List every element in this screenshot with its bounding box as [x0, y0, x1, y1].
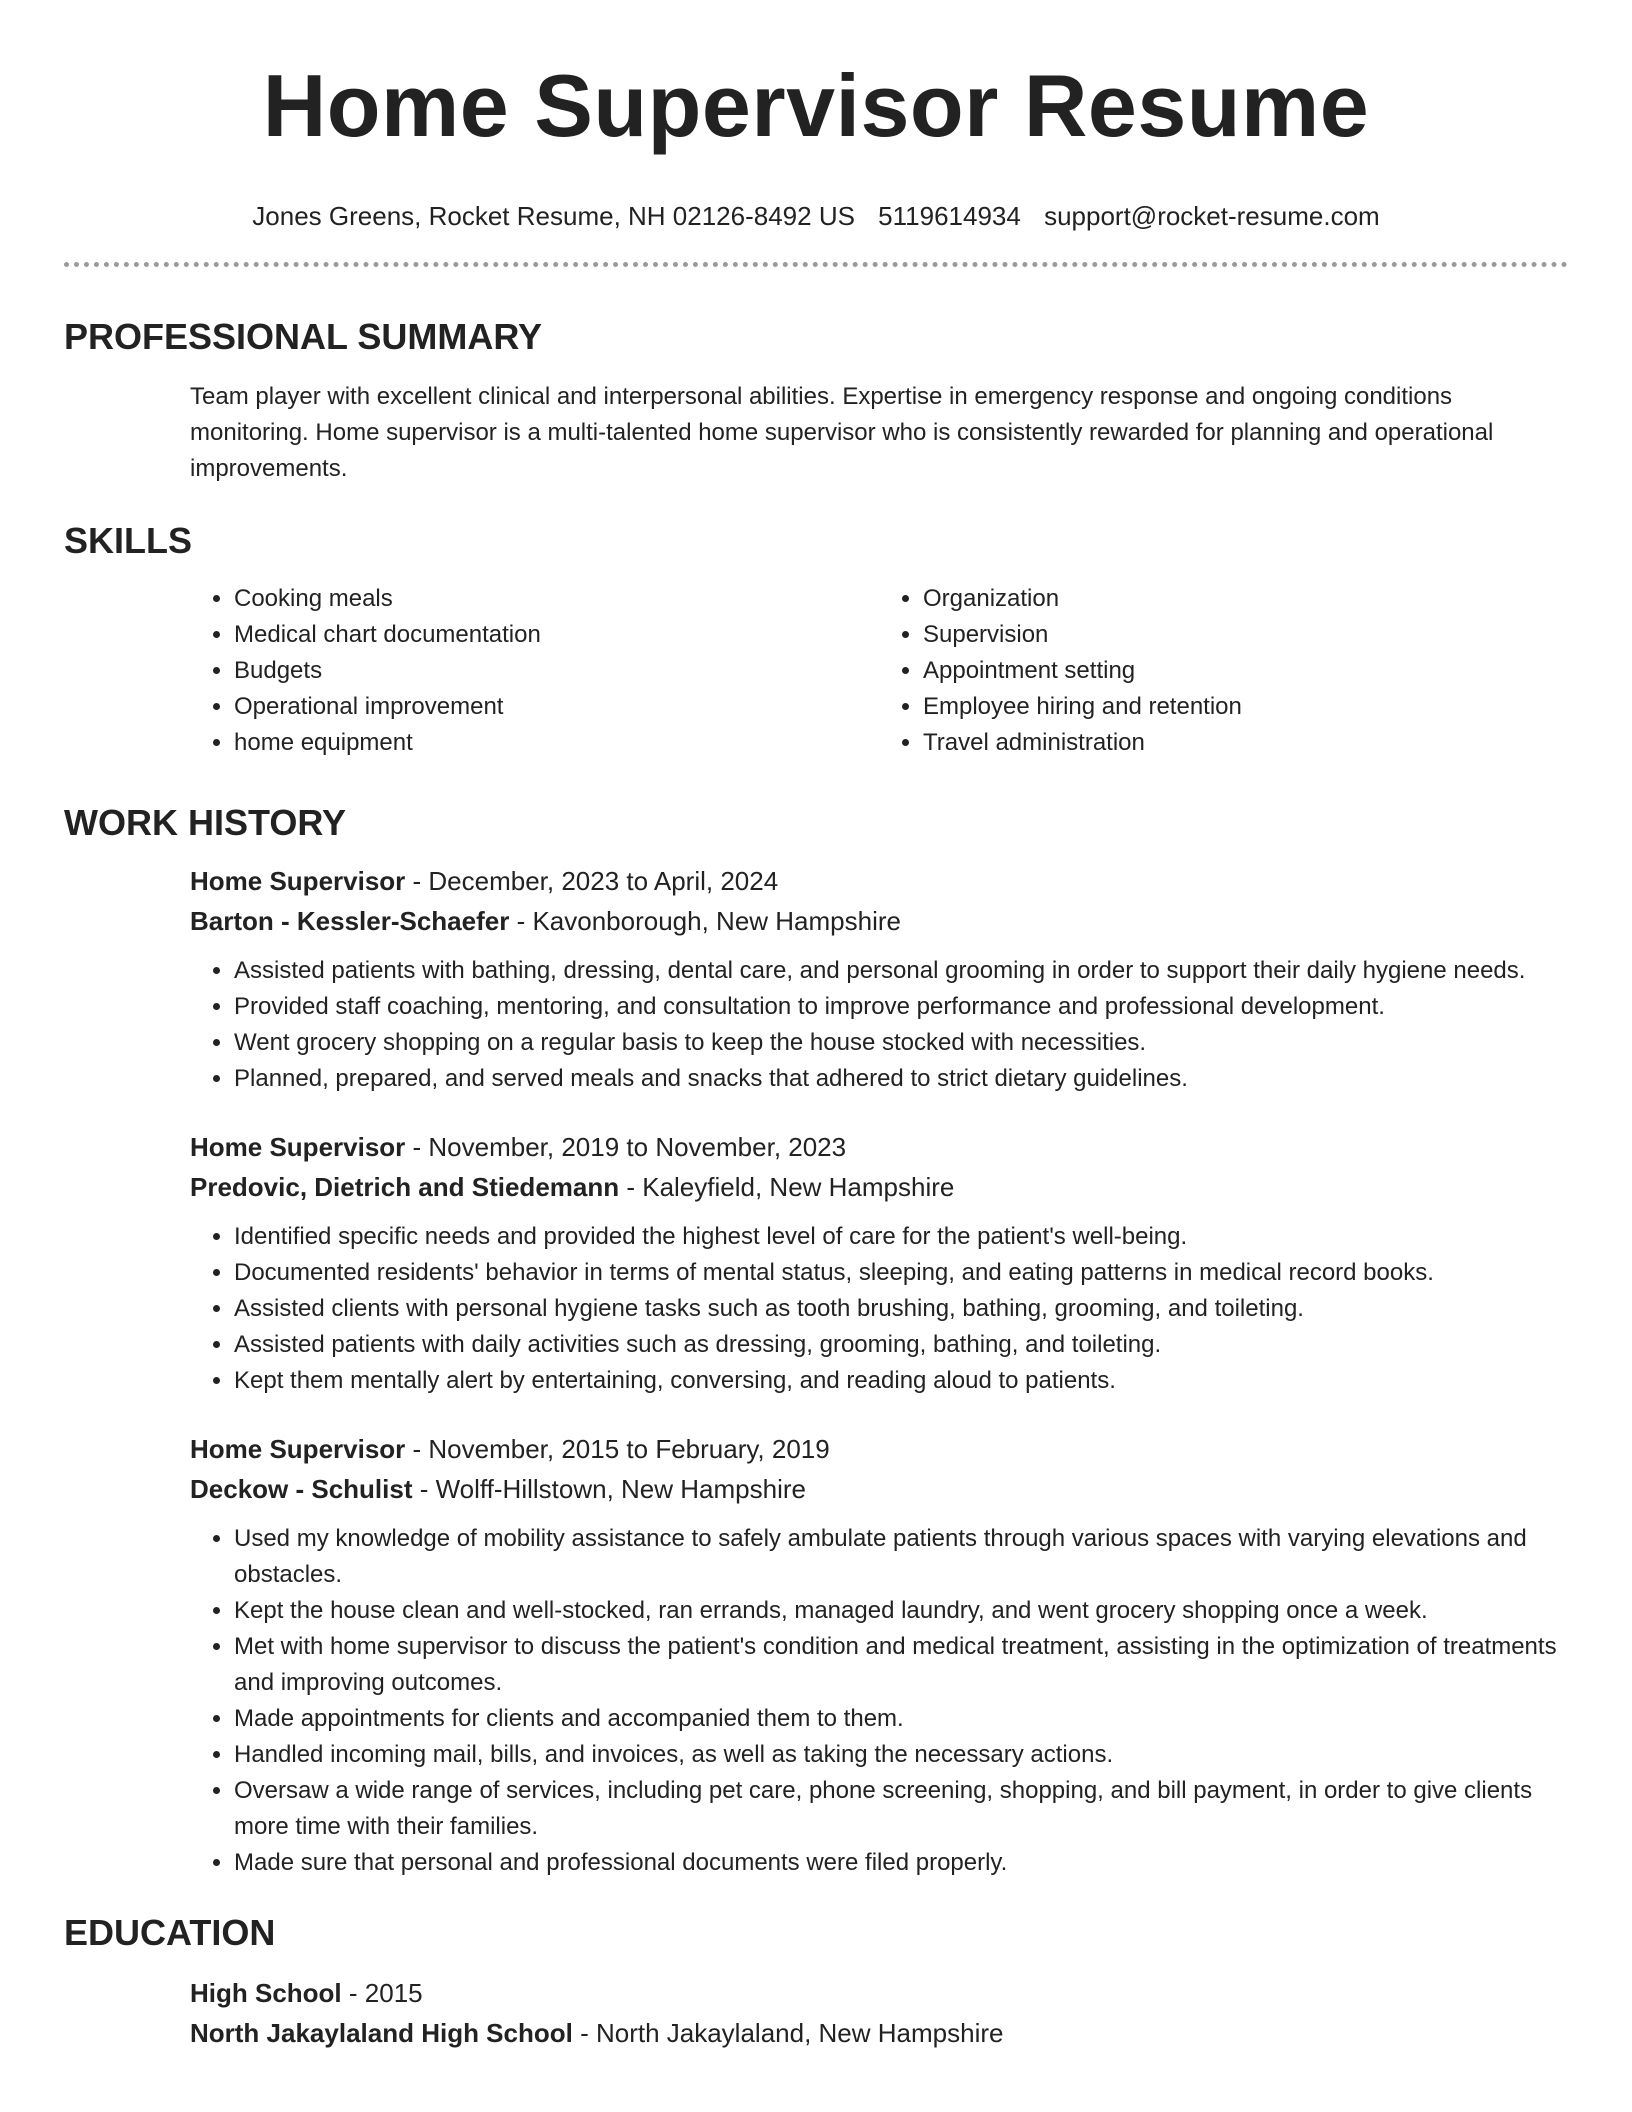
job-bullet: • Oversaw a wide range of services, including pet care, phone screening, shopping, and bill payment, in order to give clients more time with their families. — [234, 1773, 1568, 1845]
skill-item: • Employee hiring and retention — [923, 689, 1568, 725]
job-company: Predovic, Dietrich and Stiedemann — [190, 1172, 620, 1202]
education-degree: High School — [190, 1978, 342, 2008]
job-bullet: • Handled incoming mail, bills, and invoices, as well as taking the necessary actions. — [234, 1737, 1568, 1773]
skill-item: • Medical chart documentation — [234, 617, 879, 653]
section-heading-skills: SKILLS — [64, 520, 193, 561]
job-location: - Wolff-Hillstown, New Hampshire — [412, 1474, 806, 1504]
job-bullet: • Identified specific needs and provided the highest level of care for the patient's well-being. — [234, 1219, 1568, 1255]
education-location: - North Jakaylaland, New Hampshire — [572, 2018, 1004, 2048]
job-title-line — [190, 1127, 1568, 1167]
job-company: Deckow - Schulist — [190, 1474, 413, 1504]
job-bullet: • Went grocery shopping on a regular basis to keep the house stocked with necessities. — [234, 1025, 1568, 1061]
skill-item: • Supervision — [923, 617, 1568, 653]
job-bullets — [190, 1219, 1568, 1399]
education-school-line — [190, 2013, 1568, 2053]
skill-item: • home equipment — [234, 725, 879, 761]
job-bullet: • Assisted clients with personal hygiene tasks such as tooth brushing, bathing, grooming, and toileting. — [234, 1291, 1568, 1327]
job-bullet: • Planned, prepared, and served meals and snacks that adhered to strict dietary guidelines. — [234, 1061, 1568, 1097]
job-title-line — [190, 861, 1568, 901]
job-dates: - December, 2023 to April, 2024 — [405, 866, 779, 896]
job-title: Home Supervisor — [190, 1132, 406, 1162]
job-company-line — [190, 1469, 1568, 1509]
job-dates: - November, 2019 to November, 2023 — [405, 1132, 847, 1162]
job-bullet: • Met with home supervisor to discuss the patient's condition and medical treatment, assisting in the optimization of treatments and improving outcomes. — [234, 1629, 1568, 1701]
work-history-section — [64, 801, 1568, 1881]
job-bullet: • Kept the house clean and well-stocked, ran errands, managed laundry, and went grocery shopping once a week. — [234, 1593, 1568, 1629]
job-location: - Kavonborough, New Hampshire — [509, 906, 901, 936]
section-heading-education: EDUCATION — [64, 1912, 276, 1953]
education-section — [64, 1911, 1568, 2053]
professional-summary-section — [64, 315, 1568, 487]
skill-item: • Appointment setting — [923, 653, 1568, 689]
header-divider — [64, 262, 1568, 267]
skill-item: • Budgets — [234, 653, 879, 689]
job-location: - Kaleyfield, New Hampshire — [619, 1172, 955, 1202]
job-bullet: • Assisted patients with bathing, dressing, dental care, and personal grooming in order to support their daily hygiene needs. — [234, 953, 1568, 989]
job-bullets — [190, 953, 1568, 1097]
job-company: Barton - Kessler-Schaefer — [190, 906, 510, 936]
section-heading-summary: PROFESSIONAL SUMMARY — [64, 316, 543, 357]
skills-list-left — [190, 581, 879, 761]
education-entry — [190, 1973, 1568, 2053]
job-company-line — [190, 901, 1568, 941]
contact-email: support@rocket-resume.com — [1044, 201, 1380, 231]
resume-title: Home Supervisor Resume — [262, 56, 1370, 155]
job-bullet: • Used my knowledge of mobility assistance to safely ambulate patients through various spaces with varying elevations and obstacles. — [234, 1521, 1568, 1593]
skill-item: • Organization — [923, 581, 1568, 617]
job-title: Home Supervisor — [190, 866, 406, 896]
skill-item: • Operational improvement — [234, 689, 879, 725]
job-bullet: • Made appointments for clients and accompanied them to them. — [234, 1701, 1568, 1737]
contact-line — [64, 198, 1568, 234]
skill-item: • Cooking meals — [234, 581, 879, 617]
job-bullet: • Kept them mentally alert by entertaining, conversing, and reading aloud to patients. — [234, 1363, 1568, 1399]
summary-text: Team player with excellent clinical and interpersonal abilities. Expertise in emergency response and ongoing conditions monitoring. Home supervisor is a multi-talented home supervisor who is consistently rewarded for planning and operational improvements. — [190, 383, 1494, 482]
job-bullets — [190, 1521, 1568, 1881]
job-dates: - November, 2015 to February, 2019 — [405, 1434, 830, 1464]
job-bullet: • Made sure that personal and professional documents were filed properly. — [234, 1845, 1568, 1881]
job-title: Home Supervisor — [190, 1434, 406, 1464]
contact-address: Jones Greens, Rocket Resume, NH 02126-8492 US — [252, 201, 855, 231]
education-degree-line — [190, 1973, 1568, 2013]
education-school: North Jakaylaland High School — [190, 2018, 573, 2048]
job-entry — [190, 1429, 1568, 1881]
job-entry — [190, 861, 1568, 1097]
job-bullet: • Documented residents' behavior in terms of mental status, sleeping, and eating patterns in medical record books. — [234, 1255, 1568, 1291]
skills-list-right — [879, 581, 1568, 761]
skill-item: • Travel administration — [923, 725, 1568, 761]
skills-section — [64, 519, 1568, 761]
skills-columns — [190, 581, 1568, 761]
section-heading-work-history: WORK HISTORY — [64, 802, 347, 843]
education-year: - 2015 — [341, 1978, 423, 2008]
job-title-line — [190, 1429, 1568, 1469]
contact-phone: 5119614934 — [878, 201, 1021, 231]
job-bullet: • Assisted patients with daily activities such as dressing, grooming, bathing, and toileting. — [234, 1327, 1568, 1363]
job-entry — [190, 1127, 1568, 1399]
job-bullet: • Provided staff coaching, mentoring, and consultation to improve performance and professional development. — [234, 989, 1568, 1025]
job-company-line — [190, 1167, 1568, 1207]
